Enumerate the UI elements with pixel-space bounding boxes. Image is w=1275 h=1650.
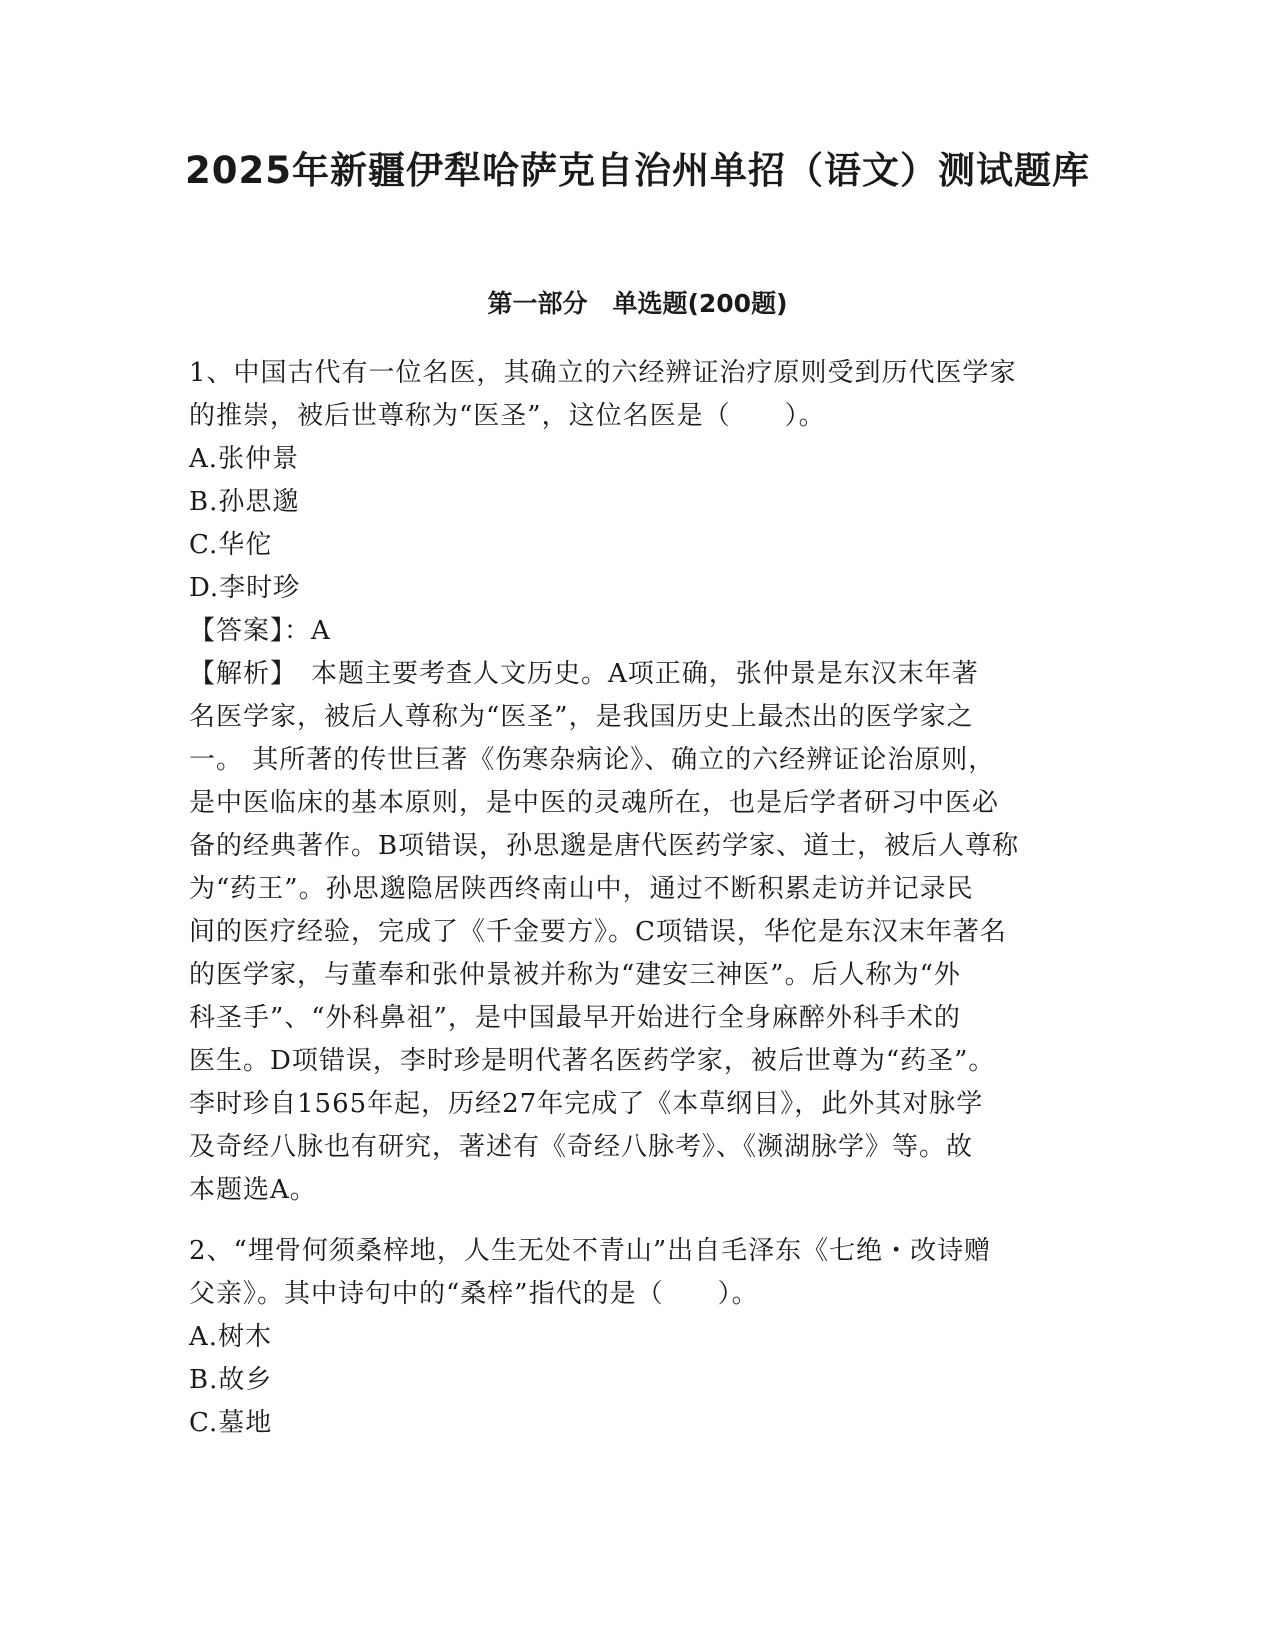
option-a: A.树木 xyxy=(189,1322,273,1352)
analysis-line: 间的医疗经验，完成了《千金要方》。C项错误，华佗是东汉末年著名 xyxy=(189,917,1007,947)
option-a: A.张仲景 xyxy=(189,444,300,474)
document-title: 2025年新疆伊犁哈萨克自治州单招（语文）测试题库 xyxy=(185,149,1090,192)
analysis-line: 李时珍自1565年起，历经27年完成了《本草纲目》，此外其对脉学 xyxy=(189,1089,984,1119)
analysis-line: 是中医临床的基本原则，是中医的灵魂所在，也是后学者研习中医必 xyxy=(189,788,1000,818)
question-spacer xyxy=(189,1212,1089,1230)
analysis-line: 本题选A。 xyxy=(189,1175,317,1205)
analysis-line: 名医学家，被后人尊称为“医圣”，是我国历史上最杰出的医学家之 xyxy=(189,702,974,732)
option-b: B.孙思邈 xyxy=(189,487,300,517)
question-stem-line: 的推崇，被后世尊称为“医圣”，这位名医是（ ）。 xyxy=(189,401,826,431)
question-stem-line: 2、“埋骨何须桑梓地，人生无处不青山”出自毛泽东《七绝・改诗赠 xyxy=(189,1236,992,1266)
analysis-line: 科圣手”、“外科鼻祖”，是中国最早开始进行全身麻醉外科手术的 xyxy=(189,1003,961,1033)
option-b: B.故乡 xyxy=(189,1365,273,1395)
option-d: D.李时珍 xyxy=(189,573,301,603)
answer-line: 【答案】：A xyxy=(189,616,331,646)
analysis-line: 的医学家，与董奉和张仲景被并称为“建安三神医”。后人称为“外 xyxy=(189,960,961,990)
question-1 xyxy=(189,352,1089,1212)
option-c: C.墓地 xyxy=(189,1408,273,1438)
option-c: C.华佗 xyxy=(189,530,273,560)
analysis-line: 及奇经八脉也有研究，著述有《奇经八脉考》、《濒湖脉学》等。故 xyxy=(189,1132,974,1162)
question-stem-line: 1、中国古代有一位名医，其确立的六经辨证治疗原则受到历代医学家 xyxy=(189,358,1017,388)
analysis-line: 一。 其所著的传世巨著《伤寒杂病论》、确立的六经辨证论治原则， xyxy=(189,745,996,775)
question-stem-line: 父亲》。其中诗句中的“桑梓”指代的是（ ）。 xyxy=(189,1279,759,1309)
analysis-line: 为“药王”。孙思邈隐居陕西终南山中，通过不断积累走访并记录民 xyxy=(189,874,974,904)
analysis-line: 医生。D项错误，李时珍是明代著名医药学家，被后世尊为“药圣”。 xyxy=(189,1046,996,1076)
question-list xyxy=(189,352,1089,1445)
analysis-line: 备的经典著作。B项错误，孙思邈是唐代医药学家、道士，被后人尊称 xyxy=(189,831,1020,861)
analysis-line: 【解析】 本题主要考查人文历史。A项正确，张仲景是东汉末年著 xyxy=(189,659,979,689)
question-2 xyxy=(189,1230,1089,1445)
section-title: 第一部分 单选题(200题) xyxy=(487,289,788,318)
